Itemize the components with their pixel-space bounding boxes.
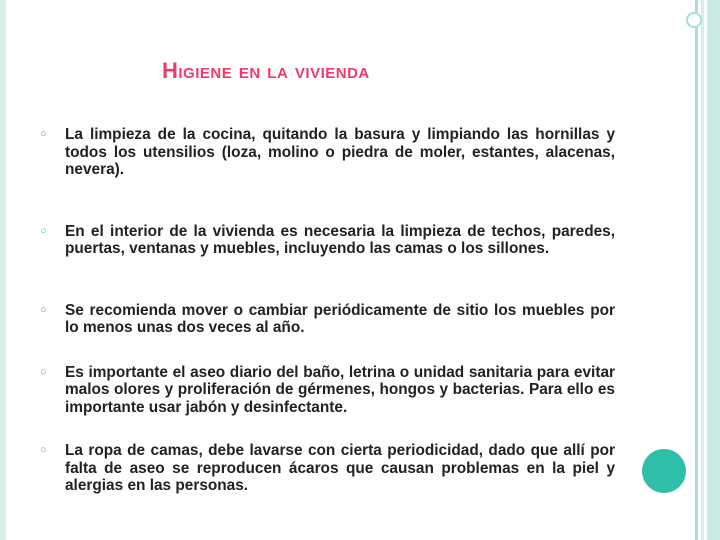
right-frame-line-inner xyxy=(701,0,704,540)
slide-title: Higiene en la vivienda xyxy=(162,58,370,83)
bullet-text: Se recomienda mover o cambiar periódicamente de sitio los muebles por lo menos unas dos veces al año. xyxy=(65,301,615,336)
bullet-item xyxy=(40,302,615,337)
bullet-text: La ropa de camas, debe lavarse con cierta periodicidad, dado que allí por falta de aseo se reproducen ácaros que causan problemas en la piel y alergias en las personas. xyxy=(65,442,615,494)
circle-outline-icon: ○ xyxy=(40,303,47,316)
decorative-ring-top-right xyxy=(686,12,702,28)
right-frame-line-outer xyxy=(695,0,698,540)
decorative-circle-bottom-right xyxy=(642,449,686,493)
bullet-text: Es importante el aseo diario del baño, letrina o unidad sanitaria para evitar malos olores y proliferación de gérmenes, hongos y bacterias. Para ello es importante usar jabón y desinfectante. xyxy=(65,363,615,416)
circle-outline-icon: ○ xyxy=(40,444,47,456)
right-frame-bar xyxy=(707,0,720,540)
bullet-text: La limpieza de la cocina, quitando la basura y limpiando las hornillas y todos los utensilios (loza, molino o piedra de moler, estantes, alacenas, nevera). xyxy=(65,126,615,178)
circle-outline-icon: ○ xyxy=(40,128,47,140)
circle-outline-icon: ○ xyxy=(40,365,47,378)
circle-outline-icon: ○ xyxy=(40,224,47,237)
bullet-item xyxy=(40,442,615,495)
left-frame-border xyxy=(0,0,6,540)
bullet-text: En el interior de la vivienda es necesaria la limpieza de techos, paredes, puertas, ventanas y muebles, incluyendo las camas o los sillones. xyxy=(65,222,615,257)
bullet-item xyxy=(40,364,615,417)
bullet-item xyxy=(40,126,615,179)
bullet-item xyxy=(40,223,615,258)
bullet-list xyxy=(40,126,615,495)
